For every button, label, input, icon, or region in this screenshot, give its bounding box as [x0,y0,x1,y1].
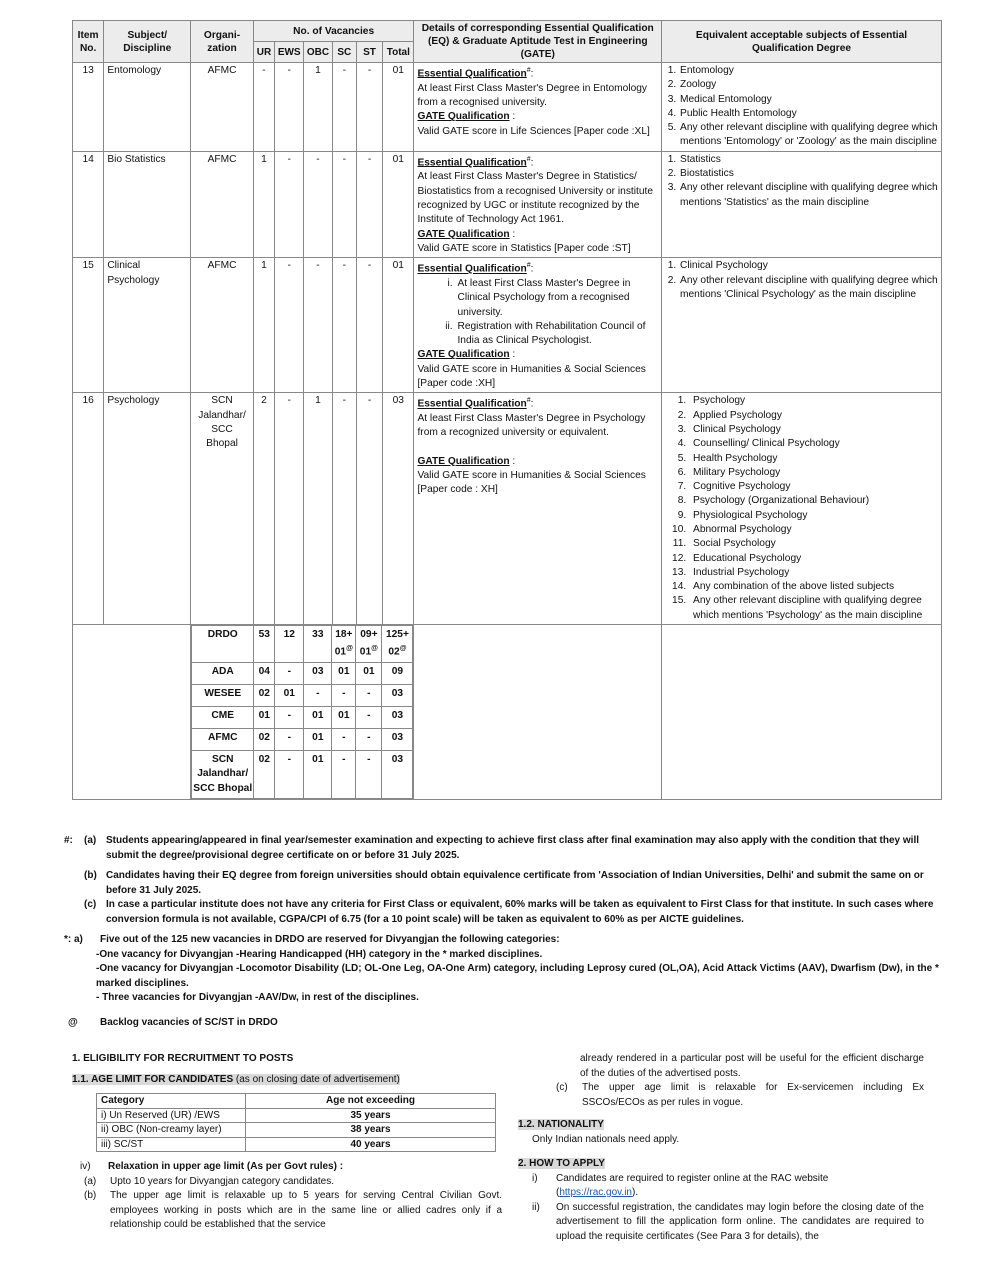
summary-st: - [356,729,382,751]
equivalent-cell [662,151,942,257]
summary-sc [332,626,356,663]
vac-ur: 1 [253,151,274,257]
header-sc: SC [332,42,356,63]
list-item: 8. Psychology (Organizational Behaviour) [689,494,938,508]
list-item: 1. Psychology [689,394,938,408]
summary-ews: 01 [275,685,304,707]
vac-sc: - [332,151,356,257]
note-text: Backlog vacancies of SC/ST in DRDO [100,1016,278,1028]
table-row [97,1137,496,1152]
gate-label: GATE Qualification [417,228,510,240]
vac-obc: - [304,258,332,393]
relax-b-text: The upper age limit is relaxable up to 5 years for serving Central Civilian Govt. employees working in posts which are in the same line or allied cadres only if a relationship could be established that the service [110,1190,502,1230]
total-backlog: 02 [388,646,400,658]
relax-a-key: (a) [84,1175,97,1187]
rac-website-link[interactable]: https://rac.gov.in [559,1187,632,1198]
summary-obc: - [304,685,332,707]
organization: AFMC [191,151,254,257]
summary-org: DRDO [192,626,254,663]
table-row [97,1108,496,1123]
vac-st: - [356,258,382,393]
vac-obc: 1 [304,63,332,152]
summary-row [192,685,413,707]
list-item: 3. Clinical Psychology [689,423,938,437]
vac-ews: - [275,258,304,393]
summary-section [73,625,942,800]
summary-total: 03 [382,707,413,729]
subject: Clinical Psychology [104,258,191,393]
step-text: Candidates are required to register online at the RAC website [556,1172,829,1184]
summary-obc: 03 [304,663,332,685]
summary-sc: - [332,685,356,707]
summary-ur: 04 [254,663,275,685]
list-item: 10. Abnormal Psychology [689,523,938,537]
list-item: i. At least First Class Master's Degree in Clinical Psychology from a recognised university. [455,277,658,320]
list-item: 2. Applied Psychology [689,409,938,423]
note-text: Students appearing/appeared in final year/semester examination and expecting to achieve first class after final examination may also apply with the condition that they will submit the degree/provisional degree certificate on or before 31 July 2025. [106,835,919,861]
list-item: 2. Any other relevant discipline with qualifying degree which mentions 'Clinical Psychology' as the main discipline [679,274,938,303]
summary-org: WESEE [192,685,254,707]
item-no: 15 [73,258,104,393]
list-item: 1. Entomology [679,64,938,78]
age-note: (as on closing date of advertisement) [235,1073,400,1085]
summary-total: 03 [382,729,413,751]
vac-total: 03 [383,393,414,625]
summary-ews: - [275,751,304,799]
item-no: 14 [73,151,104,257]
backlog-mark: @ [371,645,378,653]
relax-b [72,1189,502,1233]
summary-ews: - [275,729,304,751]
summary-ur: 02 [254,685,275,707]
age-header-category: Category [97,1094,246,1109]
relax-a [72,1175,502,1190]
note-a [64,834,944,863]
age-value: 40 years [246,1137,496,1152]
vac-sc: - [332,63,356,152]
equivalent-cell [662,63,942,152]
summary-obc: 01 [304,729,332,751]
summary-ews: 12 [275,626,304,663]
subsection-heading: 1.1. AGE LIMIT FOR CANDIDATES [72,1073,234,1085]
vac-ews: - [275,151,304,257]
details-cell: Essential Qualification#: At least First Class Master's Degree in Entomology from a recognised university. GATE Qualification : Valid GATE score in Life Sciences [Paper code :XL] [414,63,662,152]
item-no: 13 [73,63,104,152]
summary-ur: 01 [254,707,275,729]
relax-c [518,1081,924,1110]
summary-org: SCN Jalandhar/ SCC Bhopal [192,751,254,799]
summary-st: - [356,751,382,799]
vac-st: - [356,63,382,152]
note-b [64,869,944,898]
eq-mark: # [526,262,531,270]
age-category: i) Un Reserved (UR) /EWS [97,1108,246,1123]
note-key: (b) [84,870,97,881]
summary-st: 01 [356,663,382,685]
relax-b-continued: already rendered in a particular post will be useful for the efficient discharge of the duties of the advertised posts. [580,1053,924,1079]
gate-text: Valid GATE score in Humanities & Social Sciences [Paper code :XH] [417,363,646,390]
vac-ur: - [253,63,274,152]
total-value: 125+ [385,629,409,641]
summary-st: - [356,707,382,729]
summary-org: AFMC [192,729,254,751]
age-value: 35 years [246,1108,496,1123]
summary-total: 09 [382,663,413,685]
star-lines [64,948,944,1006]
summary-total: 03 [382,685,413,707]
age-category: iii) SC/ST [97,1137,246,1152]
summary-ur: 53 [254,626,275,663]
eq-text: At least First Class Master's Degree in Entomology from a recognised university. [417,82,648,108]
list-item: 6. Military Psychology [689,466,938,480]
summary-obc: 01 [304,751,332,799]
subject: Bio Statistics [104,151,191,257]
hash-marker: #: [64,835,73,846]
note-key: (a) [84,835,97,846]
note-text: Candidates having their EQ degree from foreign universities should obtain equivalence certificate from 'Association of Indian Universities, Delhi' and submit the same on or before 31 July 2025. [106,870,924,896]
sc-value: 18+ [335,629,353,641]
age-category: ii) OBC (Non-creamy layer) [97,1123,246,1138]
relax-a-text: Upto 10 years for Divyangjan category candidates. [110,1175,335,1187]
summary-org: CME [192,707,254,729]
item-no: 16 [73,393,104,625]
nationality-heading: 1.2. NATIONALITY [518,1119,604,1130]
header-details: Details of corresponding Essential Qualification (EQ) & Graduate Aptitude Test in Engineering (GATE) [414,21,662,63]
summary-obc: 33 [304,626,332,663]
gate-label: GATE Qualification [417,455,510,467]
eq-label: Essential Qualification [417,263,527,275]
list-item: 4. Public Health Entomology [679,107,938,121]
eq-text: At least First Class Master's Degree in Statistics/ Biostatistics from a recognised University or institute recognized by UGC or institute recognized by the Institute of Technology Act 1961. [417,171,653,226]
summary-row [192,663,413,685]
details-cell: Essential Qualification#: i. At least First Class Master's Degree in Clinical Psychology from a recognised university. ii. Registration with Rehabilitation Council of India as Clinical Psychologist. GATE Qualification : Valid GATE score in Humanities & Social Sciences [Paper code :XH] [414,258,662,393]
age-limit-table [96,1093,496,1152]
vac-ur: 2 [253,393,274,625]
summary-row [192,751,413,799]
subject: Entomology [104,63,191,152]
sc-backlog: 01 [334,646,347,658]
eq-text: At least First Class Master's Degree in Psychology from a recognized university or equivalent. [417,413,646,439]
relax-c-text: The upper age limit is relaxable for Ex-servicemen including Ex SSCOs/ECOs as per rules in vogue. [582,1082,924,1108]
list-item: 14. Any combination of the above listed subjects [689,580,938,594]
summary-st: - [356,685,382,707]
step-text: On successful registration, the candidates may login before the closing date of the advertisement to fill the application form online. The candidates are required to upload the requisite certificates (See Para 3 for details), the [556,1201,924,1242]
eligibility-section [72,1052,502,1233]
gate-label: GATE Qualification [417,111,510,123]
at-marker: @ [68,1016,78,1028]
summary-ur: 02 [254,729,275,751]
relax-b-key: (b) [84,1190,97,1201]
vac-st: - [356,151,382,257]
note-star [64,933,944,948]
note-text: Five out of the 125 new vacancies in DRDO are reserved for Divyangjan the following categories: [100,934,560,945]
star-marker: *: a) [64,934,83,945]
list-item: 3. Medical Entomology [679,93,938,107]
vacancy-table [72,20,942,800]
subject: Psychology [104,393,191,625]
relax-heading: Relaxation in upper age limit (As per Govt rules) : [108,1161,344,1172]
list-item: 9. Physiological Psychology [689,509,938,523]
note-line: - Three vacancies for Divyangjan -AAV/Dw, in rest of the disciplines. [96,992,419,1003]
eq-mark: # [526,67,531,74]
vac-total: 01 [383,258,414,393]
header-organization: Organi- zation [191,21,254,63]
backlog-mark: @ [399,645,407,653]
summary-sc: 01 [332,663,356,685]
gate-text: Valid GATE score in Life Sciences [Paper code :XL] [417,125,650,137]
relaxation-heading [72,1160,502,1175]
vac-ews: - [275,63,304,152]
backlog-mark: @ [346,645,353,653]
list-item: 4. Counselling/ Clinical Psychology [689,437,938,451]
table-header-row [73,21,942,42]
details-cell: Essential Qualification#: At least First Class Master's Degree in Psychology from a recognized university or equivalent. GATE Qualification : Valid GATE score in Humanities & Social Sciences [Paper code : XH] [414,393,662,625]
table-row [73,151,942,257]
header-total: Total [383,42,414,63]
section-heading: 1. ELIGIBILITY FOR RECRUITMENT TO POSTS [72,1053,294,1064]
equivalent-cell [662,258,942,393]
summary-sc: - [332,751,356,799]
list-item: 1. Clinical Psychology [679,259,938,273]
eq-label: Essential Qualification [417,68,527,80]
table-row [73,63,942,152]
gate-text: Valid GATE score in Humanities & Social Sciences [Paper code : XH] [417,469,646,496]
relax-key: iv) [80,1161,91,1172]
summary-row [192,707,413,729]
right-column [518,1052,924,1244]
summary-org: ADA [192,663,254,685]
note-line: -One vacancy for Divyangjan -Hearing Handicapped (HH) category in the * marked disciplines. [96,948,543,960]
list-item: 1. Statistics [679,153,938,167]
note-line: -One vacancy for Divyangjan -Locomotor Disability (LD; OL-One Leg, OA-One Arm) category, including Leprosy cured (OL,OA), Acid Attack Victims (AAV), Dwarfism (Dw), in the * marked disciplines. [96,963,939,989]
summary-obc: 01 [304,707,332,729]
list-item: 13. Industrial Psychology [689,566,938,580]
step-key: ii) [532,1201,540,1213]
vac-total: 01 [383,151,414,257]
header-item-no: Item No. [73,21,104,63]
relax-c-key: (c) [556,1082,568,1093]
vac-obc: 1 [304,393,332,625]
organization: AFMC [191,63,254,152]
table-row [73,393,942,625]
vac-st: - [356,393,382,625]
list-item: ii. Registration with Rehabilitation Council of India as Clinical Psychologist. [455,320,658,349]
note-c [64,898,944,927]
table-row [97,1123,496,1138]
table-row [73,258,942,393]
summary-row [192,626,413,663]
organization: AFMC [191,258,254,393]
age-header-limit: Age not exceeding [246,1094,496,1109]
list-item: 5. Any other relevant discipline with qualifying degree which mentions 'Entomology' or 'Zoology' as the main discipline [679,121,938,150]
summary-sc: 01 [332,707,356,729]
header-equivalent: Equivalent acceptable subjects of Essential Qualification Degree [662,21,942,63]
vac-ews: - [275,393,304,625]
summary-ews: - [275,707,304,729]
summary-total: 03 [382,751,413,799]
note-text: In case a particular institute does not have any criteria for First Class or equivalent, 60% marks will be taken as equivalent to First Class for that institute. In such cases where conversion formula is not available, CGPA/CPI of 6.75 (for a 10 point scale) will be taken as equivalent to 60% as per AICTE guidelines. [106,899,934,925]
st-backlog: 01 [359,646,372,658]
note-key: (c) [84,899,97,910]
summary-ews: - [275,663,304,685]
vac-sc: - [332,258,356,393]
step-key: i) [532,1172,538,1184]
how-to-apply-heading: 2. HOW TO APPLY [518,1158,605,1169]
organization: SCN Jalandhar/ SCC Bhopal [191,393,254,625]
age-value: 38 years [246,1123,496,1138]
st-value: 09+ [360,629,378,641]
list-item: 12. Educational Psychology [689,552,938,566]
note-at [64,1016,944,1031]
header-st: ST [356,42,382,63]
header-ews: EWS [275,42,304,63]
eq-mark: # [526,155,531,163]
footnotes [64,834,944,1030]
summary-row [192,729,413,751]
list-item: 5. Health Psychology [689,452,938,466]
list-item: 11. Social Psychology [689,537,938,551]
header-ur: UR [253,42,274,63]
apply-step-ii [518,1201,924,1245]
list-item: 15. Any other relevant discipline with qualifying degree which mentions 'Psychology' as the main discipline [689,594,938,623]
list-item: 7. Cognitive Psychology [689,480,938,494]
details-cell: Essential Qualification#: At least First Class Master's Degree in Statistics/ Biostatistics from a recognised University or institute recognized by UGC or institute recognized by the Institute of Technology Act 1961. GATE Qualification : Valid GATE score in Statistics [Paper code :ST] [414,151,662,257]
eq-label: Essential Qualification [417,157,527,169]
header-subject: Subject/ Discipline [104,21,191,63]
summary-table [191,625,413,799]
list-item: 2. Biostatistics [679,167,938,181]
equivalent-cell [662,393,942,625]
list-item: 3. Any other relevant discipline with qualifying degree which mentions 'Statistics' as the main discipline [679,181,938,210]
nationality-text: Only Indian nationals need apply. [532,1133,680,1145]
list-item: 2. Zoology [679,78,938,92]
summary-sc: - [332,729,356,751]
summary-st [356,626,382,663]
summary-ur: 02 [254,751,275,799]
vac-ur: 1 [253,258,274,393]
gate-text: Valid GATE score in Statistics [Paper code :ST] [417,242,631,254]
header-vacancies: No. of Vacancies [253,21,414,42]
header-obc: OBC [304,42,332,63]
eq-mark: # [526,397,531,405]
vac-sc: - [332,393,356,625]
vac-total: 01 [383,63,414,152]
summary-total [382,626,413,663]
gate-label: GATE Qualification [417,349,510,361]
eq-label: Essential Qualification [417,398,527,410]
vac-obc: - [304,151,332,257]
apply-step-i: i) Candidates are required to register online at the RAC website (https://rac.gov.in). [518,1172,924,1201]
